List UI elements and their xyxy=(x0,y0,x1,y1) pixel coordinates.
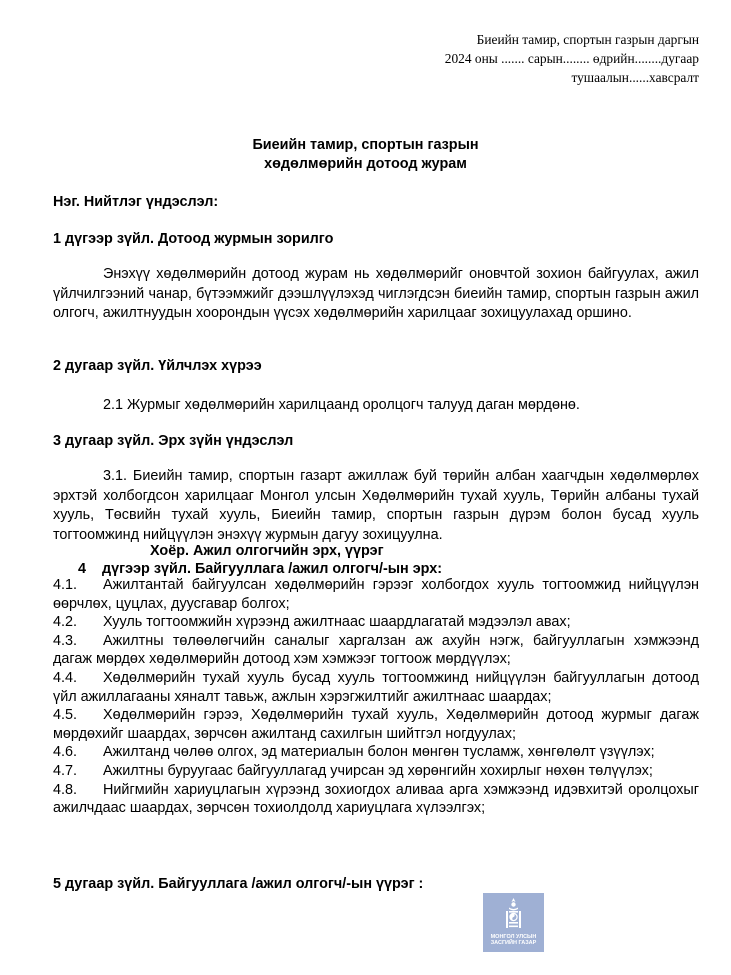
list-item xyxy=(53,743,699,762)
title-line-2: хөдөлмөрийн дотоод журам xyxy=(264,156,467,172)
document-title xyxy=(0,136,731,174)
item-text: Ажилтны буруугаас байгууллагад учирсан эд хөрөнгийн хохирлыг нөхөн төлүүлэх; xyxy=(103,762,653,779)
list-item xyxy=(53,781,699,818)
article-4-items xyxy=(53,576,699,818)
article-2-heading: 2 дугаар зүйл. Үйлчлэх хүрээ xyxy=(53,358,262,374)
header-line-3: тушаалын......хавсралт xyxy=(571,70,699,85)
article-1-text: Энэхүү хөдөлмөрийн дотоод журам нь хөдөлмөрийг оновчтой зохион байгуулах, ажил үйлчилгээний чанар, бүтээмжийг дээшлүүлэхэд чиглэгдсэн биеийн тамир, спортын газрын ажил олгогч, ажилтнуудын хоорондын үүсэх хөдөлмөрийн харилцааг зохицуулахад оршино. xyxy=(53,266,699,321)
item-number: 4.4. xyxy=(53,669,78,686)
article-4-number: 4 xyxy=(78,561,87,577)
article-1-heading: 1 дүгээр зүйл. Дотоод журмын зорилго xyxy=(53,231,334,247)
item-text: Ажилтантай байгуулсан хөдөлмөрийн гэрээг холбогдох хууль тогтоомжид нийцүүлэн өөрчлөх, цуцлах, дуусгавар болгох; xyxy=(53,577,699,612)
item-number: 4.8. xyxy=(53,781,78,798)
approval-header xyxy=(445,30,699,87)
item-text: Хөдөлмөрийн гэрээ, Хөдөлмөрийн тухай хууль, Хөдөлмөрийн дотоод журмыг дагаж мөрдөхийг шаардах, зөрчсөн ажилтанд сахилгын шийтгэл ногдуулах; xyxy=(53,707,699,742)
item-number: 4.6. xyxy=(53,744,78,761)
chapter-2-heading: Хоёр. Ажил олгогчийн эрх, үүрэг xyxy=(150,543,384,559)
item-text: Хууль тогтоомжийн хүрээнд ажилтнаас шаардлагатай мэдээлэл авах; xyxy=(103,614,571,631)
chapter-1-heading: Нэг. Нийтлэг үндэслэл: xyxy=(53,194,219,210)
article-2-text: 2.1 Журмыг хөдөлмөрийн харилцаанд оролцогч талууд даган мөрдөнө. xyxy=(103,397,580,413)
list-item xyxy=(53,762,699,781)
list-item xyxy=(53,706,699,743)
item-number: 4.5. xyxy=(53,707,78,724)
list-item xyxy=(53,613,699,632)
article-5-heading: 5 дугаар зүйл. Байгууллага /ажил олгогч/-ын үүрэг : xyxy=(53,876,424,892)
item-number: 4.3. xyxy=(53,632,78,649)
item-number: 4.7. xyxy=(53,762,78,779)
article-4-title: дүгээр зүйл. Байгууллага /ажил олгогч/-ын эрх: xyxy=(102,561,443,577)
item-number: 4.1. xyxy=(53,577,78,593)
emblem-caption-2: ЗАСГИЙН ГАЗАР xyxy=(490,940,537,946)
list-item xyxy=(53,576,699,613)
header-line-1: Биеийн тамир, спортын газрын даргын xyxy=(476,32,699,47)
item-text: Ажилтны төлөөлөгчийн саналыг харгалзан аж ахуйн нэгж, байгууллагын хэмжээнд дагаж мөрдөх хөдөлмөрийн дотоод хэм хэмжээг тогтоож мөрдүүлэх; xyxy=(53,632,699,668)
list-item xyxy=(53,632,699,669)
title-line-1: Биеийн тамир, спортын газрын xyxy=(252,137,479,153)
header-line-2: 2024 оны ....... сарын........ өдрийн........дугаар xyxy=(444,51,699,66)
list-item xyxy=(53,669,699,706)
item-text: Нийгмийн хариуцлагын хүрээнд зохиогдох аливаа арга хэмжээнд идэвхитэй оролцохыг ажилчдаас шаардах, зөрчсөн тохиолдолд хариуцлага хүлээлгэх; xyxy=(53,781,699,817)
soyombo-icon xyxy=(500,897,527,931)
article-3-text: 3.1. Биеийн тамир, спортын газарт ажиллаж буй төрийн албан хаагчдын хөдөлмөрлөх эрхтэй холбогдсон харилцааг Монгол улсын Хөдөлмөрийн тухай хууль, Төрийн албаны тухай хууль, Төсвийн тухай хууль, Биеийн тамир, спортын газрын дүрэм болон бусад хууль тогтоомжинд нийцүүлэн энэхүү журмын дагуу зохицуулна. xyxy=(53,468,699,543)
item-text: Ажилтанд чөлөө олгох, эд материалын болон мөнгөн тусламж, хөнгөлөлт үзүүлэх; xyxy=(103,744,655,761)
article-3-heading: 3 дугаар зүйл. Эрх зүйн үндэслэл xyxy=(53,433,294,449)
item-text: Хөдөлмөрийн тухай хууль бусад хууль тогтоомжинд нийцүүлэн байгууллагын дотоод үйл ажиллагааны хяналт тавьж, ажлын хэрэгжилтийг ажилтнаас шаардах; xyxy=(53,669,699,705)
government-emblem xyxy=(483,893,544,952)
emblem-caption-1: МОНГОЛ УЛСЫН xyxy=(490,934,537,940)
item-number: 4.2. xyxy=(53,614,78,631)
